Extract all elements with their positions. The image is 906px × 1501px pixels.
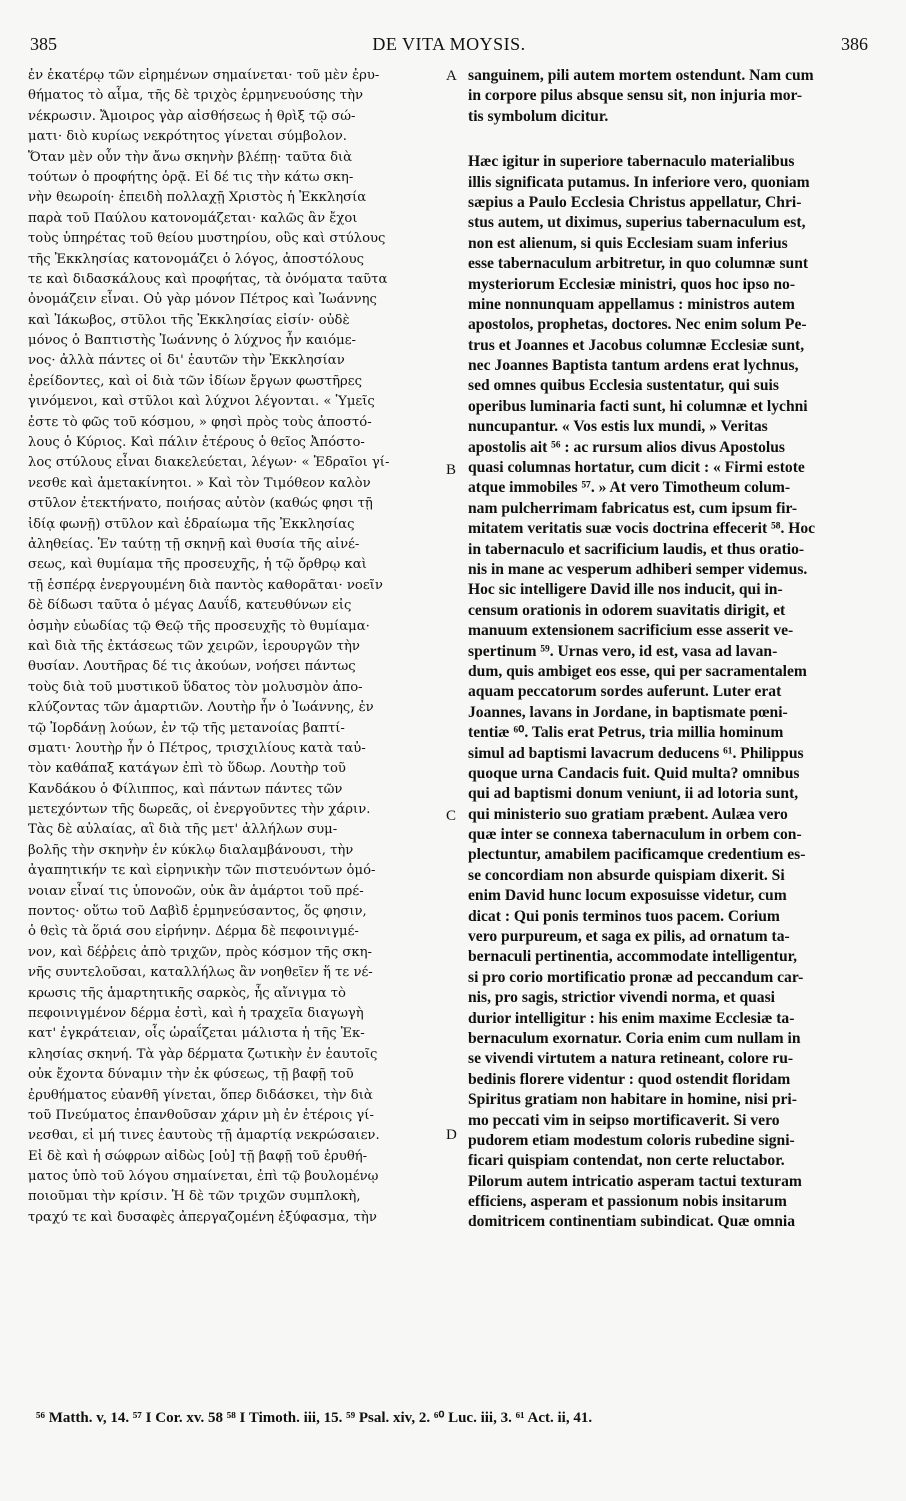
page-number-left: 385 [30,34,57,54]
text-line: sed omnes quibus Ecclesia sustentatur, qui suis [468,377,779,395]
text-line: qui ad baptismi donum veniunt, ii ad lotoria sunt, [468,785,799,803]
text-line: παρὰ τοῦ Παύλου κατονομάζεται· καλῶς ἂν ἔχοι [28,210,358,226]
text-line: κρωσις τῆς ἁμαρτητικῆς σαρκὸς, ἧς αἴνιγμα τὸ [28,985,346,1001]
text-line: λος στύλους εἶναι διακελεύεται, λέγων· « Ἑδραῖοι γί- [28,455,390,471]
text-line: domitricem continentiam subindicat. Quæ omnia [468,1213,796,1231]
text-line: ἀληθείας. Ἐν ταύτῃ τῇ σκηνῇ καὶ θυσία τῆς αἰνέ- [28,536,360,552]
running-header [30,34,868,60]
text-line: ποιοῦμαι τὴν κρίσιν. Ἡ δὲ τῶν τριχῶν συμπλοκὴ, [28,1189,361,1205]
latin-text-column [468,66,874,1233]
text-line: θήματος τὸ αἷμα, τῆς δὲ τριχὸς ἑρμηνευούσης τὴν [28,88,364,104]
text-line: pudorem etiam modestum coloris rubedine signi- [468,1131,795,1149]
text-line: Εἰ δὲ καὶ ἡ σώφρων αἰδὼς [οὐ] τῇ βαφῇ τοῦ ἐρυθή- [28,1148,368,1164]
text-line: se vivendi virtutem a natura retineant, colore ru- [468,1050,794,1068]
text-line: νέκρωσιν. Ἄμοιρος γὰρ αἰσθήσεως ἡ θρὶξ τῷ σώ- [28,108,356,124]
text-line: censum orationis in odorem suavitatis dirigit, et [468,601,786,619]
text-line: si pro corio mortificatio pronæ ad peccandum car- [468,968,804,986]
text-line: mine nonnunquam appellamus : ministros autem [468,295,795,313]
text-line: quoque urna Candacis fuit. Quid multa? omnibus [468,764,800,782]
text-line: ὀσμὴν εὐωδίας τῷ Θεῷ τῆς προσευχῆς τὸ θυμίαμα· [28,618,370,634]
text-line: in tabernaculo et sacrificium laudis, et thus oratio- [468,540,805,558]
text-line: κλησίας σκηνή. Τὰ γὰρ δέρματα ζωτικὴν ἐν ἑαυτοῖς [28,1046,378,1062]
text-line: spertinum ⁵⁹. Urnas vero, id est, vasa ad lavan- [468,642,778,660]
text-line: sanguinem, pili autem mortem ostendunt. Nam cum [468,67,814,84]
text-line: manuum extensionem sacrificium esse asserit ve- [468,622,794,640]
text-line: ματος ὑπὸ τοῦ λόγου σημαίνεται, ἐπὶ τῷ βουλομένῳ [28,1169,379,1185]
text-line: se concordiam non absurde quispiam dixerit. Si [468,866,785,884]
text-line: ἐρυθήματος εὐανθῆ γίνεται, ὅπερ διδάσκει, τὴν διὰ [28,1087,373,1103]
text-line: τοὺς διὰ τοῦ μυστικοῦ ὕδατος τὸν μολυσμὸν ἀπο- [28,679,363,695]
text-line: νον, καὶ δέῤῥεις ἀπὸ τριχῶν, πρὸς κόσμον τῆς σκη- [28,944,373,960]
section-marker-a: A [446,68,457,84]
text-line: efficiens, asperam et passionum nobis insitarum [468,1193,787,1211]
text-line: τῆς Ἐκκλησίας κατονομάζει ὁ λόγος, ἀποστόλους [28,251,365,267]
text-line: νος· ἀλλὰ πάντες οἱ δι' ἑαυτῶν τὴν Ἐκκλησίαν [28,353,345,369]
text-line: nis in mane ac vesperum adhiberi semper videmus. [468,560,808,578]
text-line: τῇ ἑσπέρᾳ ἐνεργουμένη διὰ παντὸς καθορᾶται· νοεῖν [28,577,383,593]
latin-paragraph-a [468,66,874,127]
text-line: θυσίαν. Λουτῆρας δέ τις ἀκούων, νοήσει πάντως [28,659,356,675]
text-line: tentiæ ⁶⁰. Talis erat Petrus, tria millia hominum [468,724,784,742]
text-line: simul ad baptismi lavacrum deducens ⁶¹. Philippus [468,744,804,762]
text-line: σματι· λουτὴρ ἦν ὁ Πέτρος, τρισχιλίους κατὰ ταὐ- [28,740,366,756]
text-line: plectuntur, amabilem pacificamque credentium es- [468,846,806,864]
text-line: μόνος ὁ Βαπτιστὴς Ἰωάννης ὁ λύχνος ἦν καιόμε- [28,333,356,349]
text-line: apostolis ait ⁵⁶ : ac rursum alios divus Apostolus [468,438,785,456]
text-line: νεσθαι, εἰ μή τινες ἑαυτοὺς τῇ ἁμαρτίᾳ νεκρώσαιεν. [28,1128,380,1144]
text-line: mitatem veritatis suæ vocis doctrina effecerit ⁵⁸. Hoc [468,520,816,538]
text-line: apostolos, prophetas, doctores. Nec enim solum Pe- [468,316,807,334]
text-line: quasi columnas hortatur, cum dicit : « Firmi estote [468,459,805,477]
text-line: τε καὶ διδασκάλους καὶ προφήτας, τὰ ὀνόματα ταῦτα [28,271,388,287]
text-line: λους ὁ Κύριος. Καὶ πάλιν ἑτέρους ὁ θεῖος Ἀπόστο- [28,435,365,451]
text-line: tis symbolum dicitur. [468,107,609,125]
text-line: dicat : Qui ponis terminos tuos pacem. Corium [468,907,780,925]
text-line: operibus luminaria facti sunt, hi columnæ et lychni [468,397,808,415]
text-line: stus autem, ut diximus, superius tabernaculum est, [468,214,806,232]
text-line: κατ' ἐγκράτειαν, οἷς ὡραΐζεται μάλιστα ἡ τῆς Ἐκ- [28,1026,365,1042]
text-line: γινόμενοι, καὶ στῦλοι καὶ λύχνοι λέγονται. « Ὑμεῖς [28,394,375,410]
text-line: Ὅταν μὲν οὖν τὴν ἄνω σκηνὴν βλέπῃ· ταῦτα διὰ [28,149,353,165]
text-line: βολῆς τὴν σκηνὴν ἐν κύκλῳ διαλαμβάνουσι, τὴν [28,842,354,858]
text-line: atque immobiles ⁵⁷. » At vero Timotheum colum- [468,479,791,497]
text-line: nam pulcherrimam fabricatus est, cum ipsum fir- [468,499,798,517]
text-line: bernaculi pertinentia, accommodate intelligentur, [468,948,798,966]
text-line: nis, pro sagis, strictior vivendi norma, et quasi [468,989,775,1007]
text-line: νεσθε καὶ ἀμετακίνητοι. » Καὶ τὸν Τιμόθεον καλὸν [28,475,371,491]
text-line: nec Joannes Baptista tantum ardens erat lychnus, [468,357,799,375]
text-line: ἰδίᾳ φωνῇ) στῦλον καὶ ἑδραίωμα τῆς Ἐκκλησίας [28,516,355,532]
text-line: πεφοινιγμένον δέρμα ἐστὶ, καὶ ἡ τραχεῖα διαγωγὴ [28,1005,364,1021]
text-line: trus et Joannes et Jacobus columnæ Ecclesiæ sunt, [468,336,805,354]
text-line: in corpore pilus absque sensu sit, non injuria mor- [468,87,803,105]
text-line: τοὺς ὑπηρέτας τοῦ θείου μυστηρίου, οὓς καὶ στύλους [28,231,386,247]
paragraph-gap [468,127,874,152]
text-line: ἀγαπητικήν τε καὶ εἰρηνικὴν τῶν πιστευόντων ὁμό- [28,863,376,879]
text-line: esse tabernaculum arbitretur, in quo columnæ sunt [468,255,809,273]
text-line: καὶ διὰ τῆς ἐκτάσεως τῶν χειρῶν, ἱερουργῶν τὴν [28,638,360,654]
text-line: quæ inter se connexa tabernaculum in orbem con- [468,826,802,844]
text-line: τὸν καθάπαξ κατάγων ἐπὶ τὸ ὕδωρ. Λουτὴρ τοῦ [28,761,346,777]
text-line: τοῦ Πνεύματος ἐπανθοῦσαν χάριν μὴ ἐν ἑτέροις γί- [28,1107,374,1123]
text-line: κλύζοντας τῶν ἁμαρτιῶν. Λουτὴρ ἦν ὁ Ἰωάννης, ἐν [28,700,374,716]
text-line: ἐστε τὸ φῶς τοῦ κόσμου, » φησὶ πρὸς τοὺς ἀποστό- [28,414,372,430]
section-marker-c: C [446,808,457,824]
text-line: non est alienum, si quis Ecclesiam suam inferius [468,234,788,252]
text-line: illis significata putamus. In inferiore vero, quoniam [468,173,810,191]
page-number-right: 386 [841,34,868,54]
text-line: δὲ δίδωσι ταῦτα ὁ μέγας Δαυΐδ, κατευθύνων εἰς [28,598,352,614]
text-line: Hæc igitur in superiore tabernaculo materialibus [468,153,795,171]
text-line: σεως, καὶ θυμίαμα τῆς προσευχῆς, ἡ τῷ ὄρθρῳ καὶ [28,557,367,573]
running-title: DE VITA MOYSIS. [372,34,526,54]
text-line: dum, quis ambiget eos esse, qui per sacramentalem [468,662,807,680]
text-line: τῷ Ἰορδάνῃ λούων, ἐν τῷ τῆς μετανοίας βαπτί- [28,720,345,736]
text-line: qui ministerio suo gratiam præbent. Aulæa vero [468,805,788,823]
text-line: νῆς συντελοῦσαι, καταλλήλως ἂν νοηθεῖεν ἥ τε νέ- [28,965,373,981]
text-line: aquam peccatorum sordes auferunt. Luter erat [468,683,782,701]
text-line: στῦλον ἐτεκτήνατο, ποιήσας αὐτὸν (καθώς φησι τῇ [28,496,373,512]
text-line: Τὰς δὲ αὐλαίας, αἳ διὰ τῆς μετ' ἀλλήλων συμ- [28,822,338,838]
text-line: ματι· διὸ κυρίως νεκρότητος γίνεται σύμβολον. [28,129,347,145]
text-line: bedinis florere videntur : quod ostendit floridam [468,1070,791,1088]
text-line: ficari quispiam contendat, non certe reluctabor. [468,1152,785,1170]
text-line: οὐκ ἔχοντα δύναμιν τὴν ἐκ φύσεως, τῇ βαφῇ τοῦ [28,1067,354,1083]
text-line: mysteriorum Ecclesiæ ministri, quos hoc ipso no- [468,275,796,293]
text-line: τούτων ὁ προφήτης ὁρᾷ. Εἰ δέ τις τὴν κάτω σκη- [28,169,354,185]
text-line: καὶ Ἰάκωβος, στῦλοι τῆς Ἐκκλησίας εἰσίν· οὐδὲ [28,312,350,328]
text-line: Spiritus gratiam non habitare in homine, nisi pri- [468,1091,797,1109]
section-marker-b: B [446,462,457,478]
text-line: ὁ θεὶς τὰ ὅριά σου εἰρήνην. Δέρμα δὲ πεφοινιγμέ- [28,924,359,940]
text-line: Pilorum autem intricatio asperam tactui texturam [468,1172,802,1190]
text-line: ὀνομάζειν εἶναι. Οὐ γὰρ μόνον Πέτρος καὶ Ἰωάννης [28,292,377,308]
text-line: enim David hunc locum exposuisse videtur, cum [468,887,787,905]
text-line: ἐν ἑκατέρῳ τῶν εἰρημένων σημαίνεται· τοῦ μὲν ἐρυ- [28,68,380,83]
section-marker-d: D [446,1127,457,1143]
greek-text-column [28,66,442,1228]
text-line: νοιαν εἶναί τις ὑπονοῶν, οὐκ ἂν ἁμάρτοι τοῦ πρέ- [28,883,364,899]
text-line: Joannes, lavans in Jordane, in baptismate pœni- [468,703,788,721]
text-line: vero purpureum, et saga ex pilis, ad ornatum ta- [468,928,790,946]
text-line: Κανδάκου ὁ Φίλιππος, καὶ πάντων πάντες τῶν [28,781,343,797]
footnotes: ⁵⁶ Matth. v, 14. ⁵⁷ I Cor. xv. 58 ⁵⁸ I Timoth. iii, 15. ⁵⁹ Psal. xiv, 2. ⁶⁰ Luc. iii, 3. ⁶¹ Act. ii, 41. [36,1410,593,1426]
text-line: ἐρείδοντες, καὶ οἱ διὰ τῶν ἰδίων ἔργων φωστῆρες [28,373,362,389]
text-line: νὴν θεωροίη· ἐπειδὴ πολλαχῇ Χριστὸς ἡ Ἐκκλησία [28,190,367,206]
text-line: μετεχόντων τῆς δωρεᾶς, οἱ ἐνεργοῦντες τὴν χάριν. [28,802,371,818]
text-line: Hoc sic intelligere David ille nos inducit, qui in- [468,581,783,599]
text-line: mo peccati vim in seipso mortificaverit. Si vero [468,1111,780,1129]
latin-paragraph-b [468,152,874,1233]
text-line: nuncupantur. « Vos estis lux mundi, » Veritas [468,418,768,436]
text-line: ποντος· οὕτω τοῦ Δαβὶδ ἑρμηνεύσαντος, ὅς φησιν, [28,904,367,920]
text-line: bernaculum exornatur. Coria enim cum nullam in [468,1029,801,1047]
text-line: τραχύ τε καὶ δυσαφὲς ἀπεργαζομένη ἐξύφασμα, τὴν [28,1209,377,1225]
text-line: sæpius a Paulo Ecclesia Christus appellatur, Chri- [468,193,802,211]
text-line: durior intelligitur : his enim maxime Ecclesiæ ta- [468,1009,795,1027]
